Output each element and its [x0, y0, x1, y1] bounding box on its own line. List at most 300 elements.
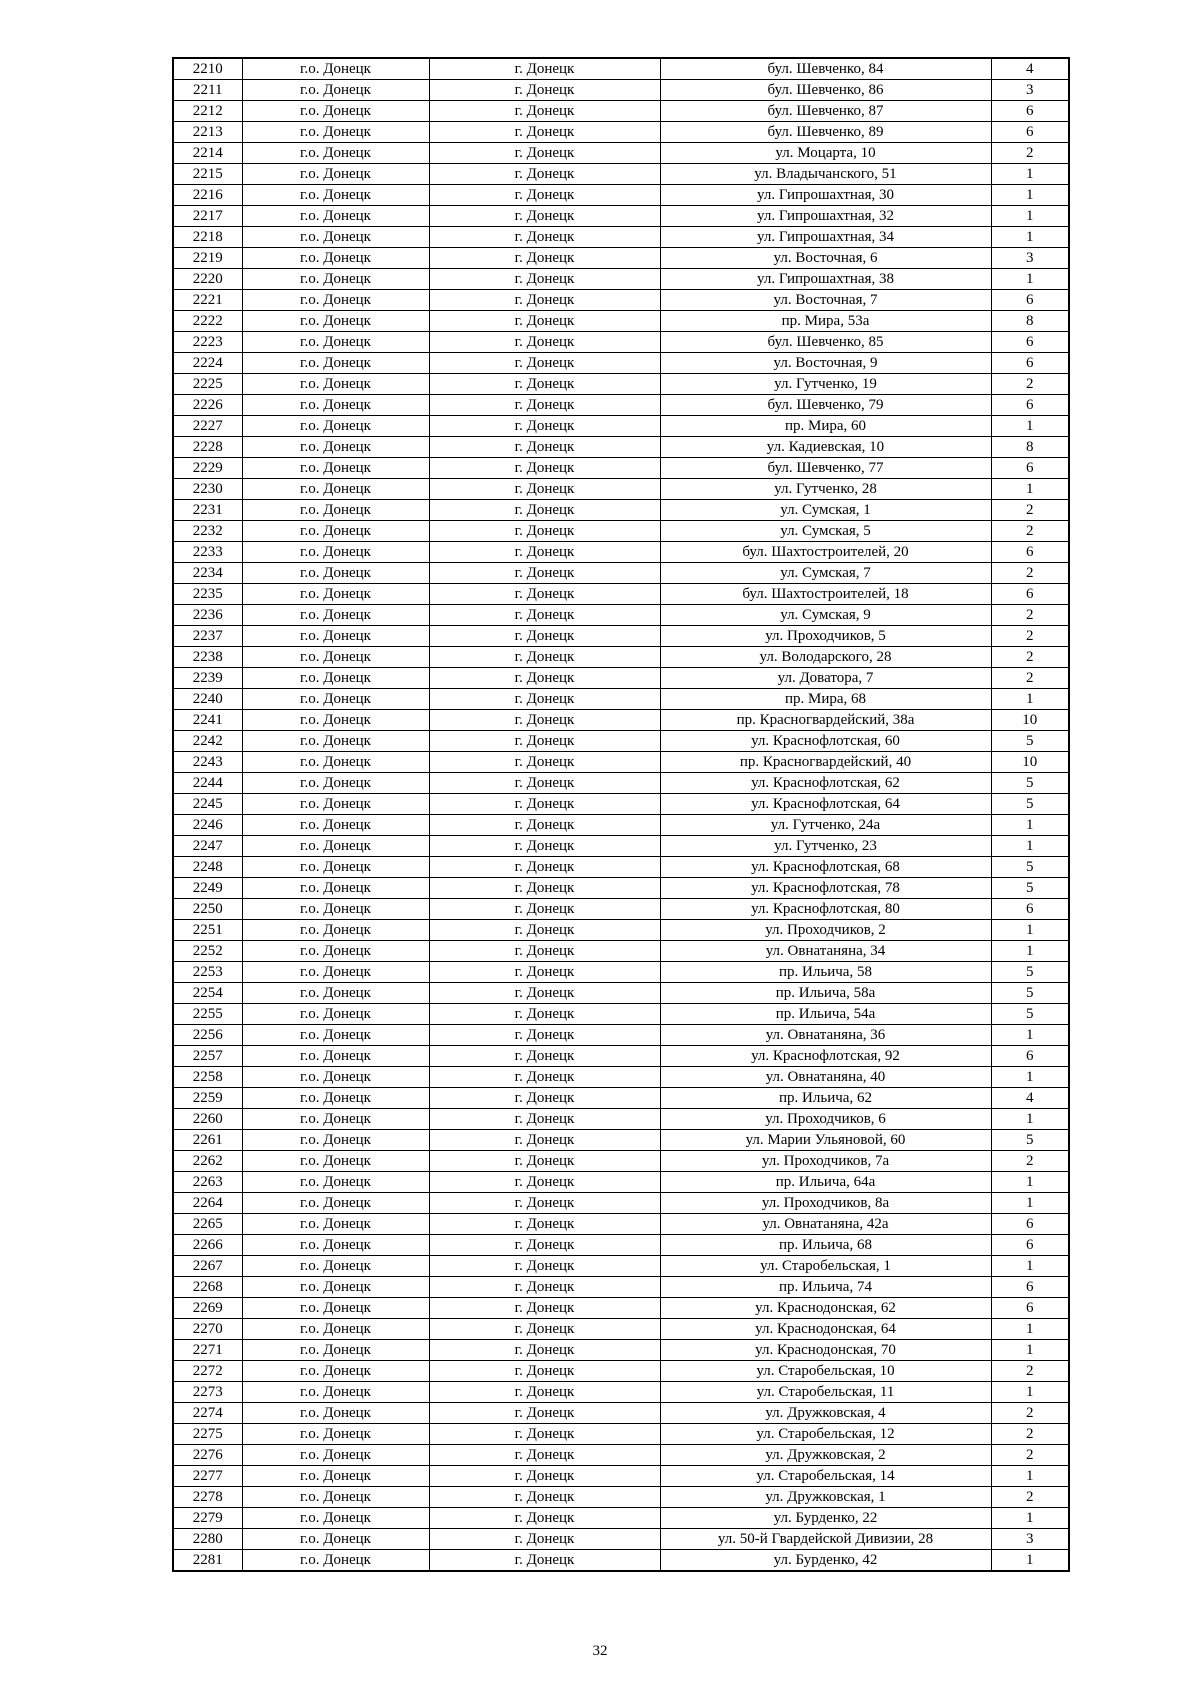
row-number-cell: 2262 [173, 1151, 242, 1172]
city-cell: г. Донецк [429, 1319, 660, 1340]
district-cell: г.о. Донецк [242, 1277, 429, 1298]
district-cell: г.о. Донецк [242, 80, 429, 101]
count-cell: 6 [991, 395, 1069, 416]
city-cell: г. Донецк [429, 1424, 660, 1445]
count-cell: 10 [991, 752, 1069, 773]
count-cell: 1 [991, 164, 1069, 185]
count-cell: 5 [991, 983, 1069, 1004]
address-cell: ул. Гутченко, 24а [660, 815, 991, 836]
address-cell: ул. Краснофлотская, 80 [660, 899, 991, 920]
district-cell: г.о. Донецк [242, 58, 429, 80]
count-cell: 2 [991, 605, 1069, 626]
table-row [173, 1340, 1069, 1361]
row-number-cell: 2278 [173, 1487, 242, 1508]
city-cell: г. Донецк [429, 269, 660, 290]
count-cell: 8 [991, 311, 1069, 332]
city-cell: г. Донецк [429, 899, 660, 920]
count-cell: 3 [991, 1529, 1069, 1550]
row-number-cell: 2250 [173, 899, 242, 920]
address-cell: ул. Сумская, 1 [660, 500, 991, 521]
city-cell: г. Донецк [429, 1193, 660, 1214]
district-cell: г.о. Донецк [242, 563, 429, 584]
count-cell: 2 [991, 374, 1069, 395]
row-number-cell: 2230 [173, 479, 242, 500]
address-cell: ул. Проходчиков, 8а [660, 1193, 991, 1214]
district-cell: г.о. Донецк [242, 1256, 429, 1277]
city-cell: г. Донецк [429, 374, 660, 395]
row-number-cell: 2270 [173, 1319, 242, 1340]
row-number-cell: 2260 [173, 1109, 242, 1130]
table-row [173, 1487, 1069, 1508]
address-cell: ул. Проходчиков, 6 [660, 1109, 991, 1130]
city-cell: г. Донецк [429, 584, 660, 605]
address-cell: пр. Ильича, 62 [660, 1088, 991, 1109]
city-cell: г. Донецк [429, 353, 660, 374]
city-cell: г. Донецк [429, 878, 660, 899]
row-number-cell: 2273 [173, 1382, 242, 1403]
city-cell: г. Донецк [429, 626, 660, 647]
row-number-cell: 2229 [173, 458, 242, 479]
city-cell: г. Донецк [429, 1025, 660, 1046]
row-number-cell: 2269 [173, 1298, 242, 1319]
count-cell: 1 [991, 1466, 1069, 1487]
table-row [173, 1046, 1069, 1067]
city-cell: г. Донецк [429, 1109, 660, 1130]
city-cell: г. Донецк [429, 1067, 660, 1088]
row-number-cell: 2267 [173, 1256, 242, 1277]
table-row [173, 626, 1069, 647]
address-cell: ул. Старобельская, 14 [660, 1466, 991, 1487]
address-cell: бул. Шахтостроителей, 18 [660, 584, 991, 605]
address-cell: ул. Гутченко, 28 [660, 479, 991, 500]
address-cell: пр. Мира, 53а [660, 311, 991, 332]
row-number-cell: 2235 [173, 584, 242, 605]
row-number-cell: 2212 [173, 101, 242, 122]
count-cell: 2 [991, 1445, 1069, 1466]
table-row [173, 752, 1069, 773]
row-number-cell: 2238 [173, 647, 242, 668]
table-row [173, 689, 1069, 710]
count-cell: 5 [991, 731, 1069, 752]
district-cell: г.о. Донецк [242, 311, 429, 332]
count-cell: 1 [991, 1193, 1069, 1214]
count-cell: 2 [991, 1151, 1069, 1172]
table-row [173, 122, 1069, 143]
city-cell: г. Донецк [429, 542, 660, 563]
row-number-cell: 2281 [173, 1550, 242, 1572]
district-cell: г.о. Донецк [242, 479, 429, 500]
city-cell: г. Донецк [429, 563, 660, 584]
count-cell: 6 [991, 458, 1069, 479]
city-cell: г. Донецк [429, 710, 660, 731]
table-row [173, 521, 1069, 542]
district-cell: г.о. Донецк [242, 1340, 429, 1361]
row-number-cell: 2231 [173, 500, 242, 521]
table-row [173, 374, 1069, 395]
row-number-cell: 2256 [173, 1025, 242, 1046]
table-row [173, 1424, 1069, 1445]
row-number-cell: 2277 [173, 1466, 242, 1487]
city-cell: г. Донецк [429, 1550, 660, 1572]
table-row [173, 584, 1069, 605]
district-cell: г.о. Донецк [242, 647, 429, 668]
row-number-cell: 2252 [173, 941, 242, 962]
district-cell: г.о. Донецк [242, 1235, 429, 1256]
count-cell: 6 [991, 1277, 1069, 1298]
address-cell: ул. Гипрошахтная, 32 [660, 206, 991, 227]
district-cell: г.о. Донецк [242, 836, 429, 857]
district-cell: г.о. Донецк [242, 416, 429, 437]
table-row [173, 185, 1069, 206]
address-cell: ул. Бурденко, 42 [660, 1550, 991, 1572]
city-cell: г. Донецк [429, 1046, 660, 1067]
address-cell: ул. Старобельская, 12 [660, 1424, 991, 1445]
row-number-cell: 2233 [173, 542, 242, 563]
table-row [173, 206, 1069, 227]
count-cell: 1 [991, 227, 1069, 248]
count-cell: 2 [991, 1487, 1069, 1508]
city-cell: г. Донецк [429, 1235, 660, 1256]
city-cell: г. Донецк [429, 521, 660, 542]
table-row [173, 500, 1069, 521]
address-cell: ул. Володарского, 28 [660, 647, 991, 668]
row-number-cell: 2243 [173, 752, 242, 773]
table-row [173, 269, 1069, 290]
address-cell: ул. Краснофлотская, 78 [660, 878, 991, 899]
row-number-cell: 2225 [173, 374, 242, 395]
row-number-cell: 2280 [173, 1529, 242, 1550]
row-number-cell: 2271 [173, 1340, 242, 1361]
address-cell: ул. Кадиевская, 10 [660, 437, 991, 458]
table-row [173, 983, 1069, 1004]
table-row [173, 1109, 1069, 1130]
address-cell: ул. 50-й Гвардейской Дивизии, 28 [660, 1529, 991, 1550]
district-cell: г.о. Донецк [242, 164, 429, 185]
table-row [173, 101, 1069, 122]
city-cell: г. Донецк [429, 227, 660, 248]
district-cell: г.о. Донецк [242, 710, 429, 731]
district-cell: г.о. Донецк [242, 332, 429, 353]
table-row [173, 437, 1069, 458]
city-cell: г. Донецк [429, 458, 660, 479]
address-cell: бул. Шевченко, 84 [660, 58, 991, 80]
address-cell: ул. Марии Ульяновой, 60 [660, 1130, 991, 1151]
table-row [173, 1298, 1069, 1319]
table-row [173, 1130, 1069, 1151]
table-row [173, 647, 1069, 668]
row-number-cell: 2211 [173, 80, 242, 101]
table-row [173, 1445, 1069, 1466]
address-cell: ул. Краснодонская, 70 [660, 1340, 991, 1361]
row-number-cell: 2274 [173, 1403, 242, 1424]
count-cell: 1 [991, 1340, 1069, 1361]
row-number-cell: 2266 [173, 1235, 242, 1256]
address-cell: ул. Владычанского, 51 [660, 164, 991, 185]
address-cell: ул. Доватора, 7 [660, 668, 991, 689]
city-cell: г. Донецк [429, 1214, 660, 1235]
district-cell: г.о. Донецк [242, 500, 429, 521]
table-row [173, 1508, 1069, 1529]
address-cell: ул. Краснофлотская, 62 [660, 773, 991, 794]
city-cell: г. Донецк [429, 1088, 660, 1109]
table-row [173, 479, 1069, 500]
table-row [173, 58, 1069, 80]
row-number-cell: 2257 [173, 1046, 242, 1067]
count-cell: 6 [991, 122, 1069, 143]
district-cell: г.о. Донецк [242, 731, 429, 752]
district-cell: г.о. Донецк [242, 920, 429, 941]
table-row [173, 941, 1069, 962]
count-cell: 1 [991, 206, 1069, 227]
count-cell: 3 [991, 248, 1069, 269]
count-cell: 1 [991, 416, 1069, 437]
count-cell: 6 [991, 1298, 1069, 1319]
count-cell: 2 [991, 626, 1069, 647]
table-row [173, 836, 1069, 857]
count-cell: 1 [991, 269, 1069, 290]
district-cell: г.о. Донецк [242, 353, 429, 374]
city-cell: г. Донецк [429, 1403, 660, 1424]
city-cell: г. Донецк [429, 1172, 660, 1193]
address-cell: ул. Бурденко, 22 [660, 1508, 991, 1529]
address-cell: пр. Красногвардейский, 40 [660, 752, 991, 773]
table-row [173, 290, 1069, 311]
address-cell: ул. Восточная, 9 [660, 353, 991, 374]
row-number-cell: 2210 [173, 58, 242, 80]
city-cell: г. Донецк [429, 311, 660, 332]
address-cell: ул. Сумская, 9 [660, 605, 991, 626]
count-cell: 5 [991, 773, 1069, 794]
district-cell: г.о. Донецк [242, 395, 429, 416]
address-cell: бул. Шевченко, 79 [660, 395, 991, 416]
table-row [173, 878, 1069, 899]
city-cell: г. Донецк [429, 752, 660, 773]
city-cell: г. Донецк [429, 1151, 660, 1172]
address-table-body [173, 58, 1069, 1571]
city-cell: г. Донецк [429, 479, 660, 500]
table-row [173, 1319, 1069, 1340]
count-cell: 1 [991, 1382, 1069, 1403]
city-cell: г. Донецк [429, 668, 660, 689]
city-cell: г. Донецк [429, 101, 660, 122]
address-cell: ул. Краснофлотская, 68 [660, 857, 991, 878]
address-table [172, 57, 1070, 1572]
table-row [173, 458, 1069, 479]
address-cell: бул. Шевченко, 77 [660, 458, 991, 479]
row-number-cell: 2248 [173, 857, 242, 878]
district-cell: г.о. Донецк [242, 1109, 429, 1130]
city-cell: г. Донецк [429, 647, 660, 668]
table-row [173, 1025, 1069, 1046]
city-cell: г. Донецк [429, 1445, 660, 1466]
table-row [173, 920, 1069, 941]
table-row [173, 1235, 1069, 1256]
district-cell: г.о. Донецк [242, 542, 429, 563]
district-cell: г.о. Донецк [242, 857, 429, 878]
district-cell: г.о. Донецк [242, 269, 429, 290]
address-cell: ул. Овнатаняна, 42а [660, 1214, 991, 1235]
district-cell: г.о. Донецк [242, 185, 429, 206]
table-row [173, 1193, 1069, 1214]
table-row [173, 1172, 1069, 1193]
address-cell: ул. Старобельская, 10 [660, 1361, 991, 1382]
district-cell: г.о. Донецк [242, 521, 429, 542]
address-cell: ул. Гутченко, 19 [660, 374, 991, 395]
district-cell: г.о. Донецк [242, 1445, 429, 1466]
city-cell: г. Донецк [429, 731, 660, 752]
count-cell: 1 [991, 1067, 1069, 1088]
address-cell: ул. Дружковская, 1 [660, 1487, 991, 1508]
count-cell: 1 [991, 1256, 1069, 1277]
count-cell: 1 [991, 941, 1069, 962]
district-cell: г.о. Донецк [242, 962, 429, 983]
district-cell: г.о. Донецк [242, 122, 429, 143]
address-cell: ул. Гутченко, 23 [660, 836, 991, 857]
row-number-cell: 2214 [173, 143, 242, 164]
address-cell: ул. Дружковская, 2 [660, 1445, 991, 1466]
count-cell: 4 [991, 1088, 1069, 1109]
city-cell: г. Донецк [429, 1529, 660, 1550]
count-cell: 6 [991, 899, 1069, 920]
district-cell: г.о. Донецк [242, 248, 429, 269]
city-cell: г. Донецк [429, 395, 660, 416]
address-cell: ул. Дружковская, 4 [660, 1403, 991, 1424]
count-cell: 2 [991, 500, 1069, 521]
table-row [173, 857, 1069, 878]
district-cell: г.о. Донецк [242, 1529, 429, 1550]
row-number-cell: 2255 [173, 1004, 242, 1025]
count-cell: 5 [991, 857, 1069, 878]
city-cell: г. Донецк [429, 1340, 660, 1361]
count-cell: 6 [991, 101, 1069, 122]
row-number-cell: 2217 [173, 206, 242, 227]
district-cell: г.о. Донецк [242, 794, 429, 815]
table-row [173, 668, 1069, 689]
city-cell: г. Донецк [429, 122, 660, 143]
table-row [173, 1004, 1069, 1025]
address-cell: ул. Краснодонская, 62 [660, 1298, 991, 1319]
address-cell: ул. Овнатаняна, 36 [660, 1025, 991, 1046]
page-number: 32 [592, 1643, 608, 1659]
table-row [173, 899, 1069, 920]
row-number-cell: 2246 [173, 815, 242, 836]
table-row [173, 815, 1069, 836]
district-cell: г.о. Донецк [242, 206, 429, 227]
count-cell: 1 [991, 836, 1069, 857]
table-row [173, 731, 1069, 752]
table-row [173, 1466, 1069, 1487]
address-cell: ул. Гипрошахтная, 30 [660, 185, 991, 206]
count-cell: 1 [991, 1319, 1069, 1340]
district-cell: г.о. Донецк [242, 584, 429, 605]
row-number-cell: 2275 [173, 1424, 242, 1445]
row-number-cell: 2242 [173, 731, 242, 752]
count-cell: 6 [991, 290, 1069, 311]
count-cell: 2 [991, 1361, 1069, 1382]
address-cell: ул. Краснофлотская, 64 [660, 794, 991, 815]
city-cell: г. Донецк [429, 605, 660, 626]
address-cell: бул. Шевченко, 89 [660, 122, 991, 143]
address-cell: ул. Сумская, 7 [660, 563, 991, 584]
district-cell: г.о. Донецк [242, 1361, 429, 1382]
row-number-cell: 2224 [173, 353, 242, 374]
address-cell: ул. Проходчиков, 5 [660, 626, 991, 647]
count-cell: 2 [991, 143, 1069, 164]
city-cell: г. Донецк [429, 437, 660, 458]
row-number-cell: 2261 [173, 1130, 242, 1151]
address-cell: пр. Красногвардейский, 38а [660, 710, 991, 731]
count-cell: 5 [991, 1004, 1069, 1025]
city-cell: г. Донецк [429, 836, 660, 857]
row-number-cell: 2241 [173, 710, 242, 731]
address-cell: бул. Шевченко, 86 [660, 80, 991, 101]
table-row [173, 1382, 1069, 1403]
row-number-cell: 2251 [173, 920, 242, 941]
row-number-cell: 2249 [173, 878, 242, 899]
row-number-cell: 2219 [173, 248, 242, 269]
table-row [173, 1256, 1069, 1277]
district-cell: г.о. Донецк [242, 143, 429, 164]
city-cell: г. Донецк [429, 206, 660, 227]
address-cell: ул. Гипрошахтная, 38 [660, 269, 991, 290]
count-cell: 4 [991, 58, 1069, 80]
city-cell: г. Донецк [429, 941, 660, 962]
address-cell: ул. Краснофлотская, 60 [660, 731, 991, 752]
count-cell: 6 [991, 332, 1069, 353]
count-cell: 10 [991, 710, 1069, 731]
district-cell: г.о. Донецк [242, 1130, 429, 1151]
district-cell: г.о. Донецк [242, 1067, 429, 1088]
city-cell: г. Донецк [429, 290, 660, 311]
district-cell: г.о. Донецк [242, 626, 429, 647]
row-number-cell: 2279 [173, 1508, 242, 1529]
address-cell: пр. Ильича, 58а [660, 983, 991, 1004]
row-number-cell: 2265 [173, 1214, 242, 1235]
count-cell: 5 [991, 1130, 1069, 1151]
address-cell: пр. Мира, 60 [660, 416, 991, 437]
address-cell: пр. Ильича, 74 [660, 1277, 991, 1298]
row-number-cell: 2276 [173, 1445, 242, 1466]
address-cell: бул. Шахтостроителей, 20 [660, 542, 991, 563]
district-cell: г.о. Донецк [242, 1382, 429, 1403]
count-cell: 1 [991, 479, 1069, 500]
count-cell: 6 [991, 542, 1069, 563]
table-row [173, 794, 1069, 815]
district-cell: г.о. Донецк [242, 1298, 429, 1319]
district-cell: г.о. Донецк [242, 227, 429, 248]
row-number-cell: 2232 [173, 521, 242, 542]
address-cell: ул. Старобельская, 1 [660, 1256, 991, 1277]
district-cell: г.о. Донецк [242, 1466, 429, 1487]
city-cell: г. Донецк [429, 1004, 660, 1025]
row-number-cell: 2220 [173, 269, 242, 290]
count-cell: 5 [991, 878, 1069, 899]
city-cell: г. Донецк [429, 332, 660, 353]
table-row [173, 1214, 1069, 1235]
count-cell: 8 [991, 437, 1069, 458]
table-row [173, 563, 1069, 584]
district-cell: г.о. Донецк [242, 1025, 429, 1046]
district-cell: г.о. Донецк [242, 1004, 429, 1025]
city-cell: г. Донецк [429, 1130, 660, 1151]
address-cell: ул. Краснофлотская, 92 [660, 1046, 991, 1067]
table-row [173, 395, 1069, 416]
row-number-cell: 2234 [173, 563, 242, 584]
district-cell: г.о. Донецк [242, 458, 429, 479]
row-number-cell: 2264 [173, 1193, 242, 1214]
district-cell: г.о. Донецк [242, 1088, 429, 1109]
row-number-cell: 2216 [173, 185, 242, 206]
